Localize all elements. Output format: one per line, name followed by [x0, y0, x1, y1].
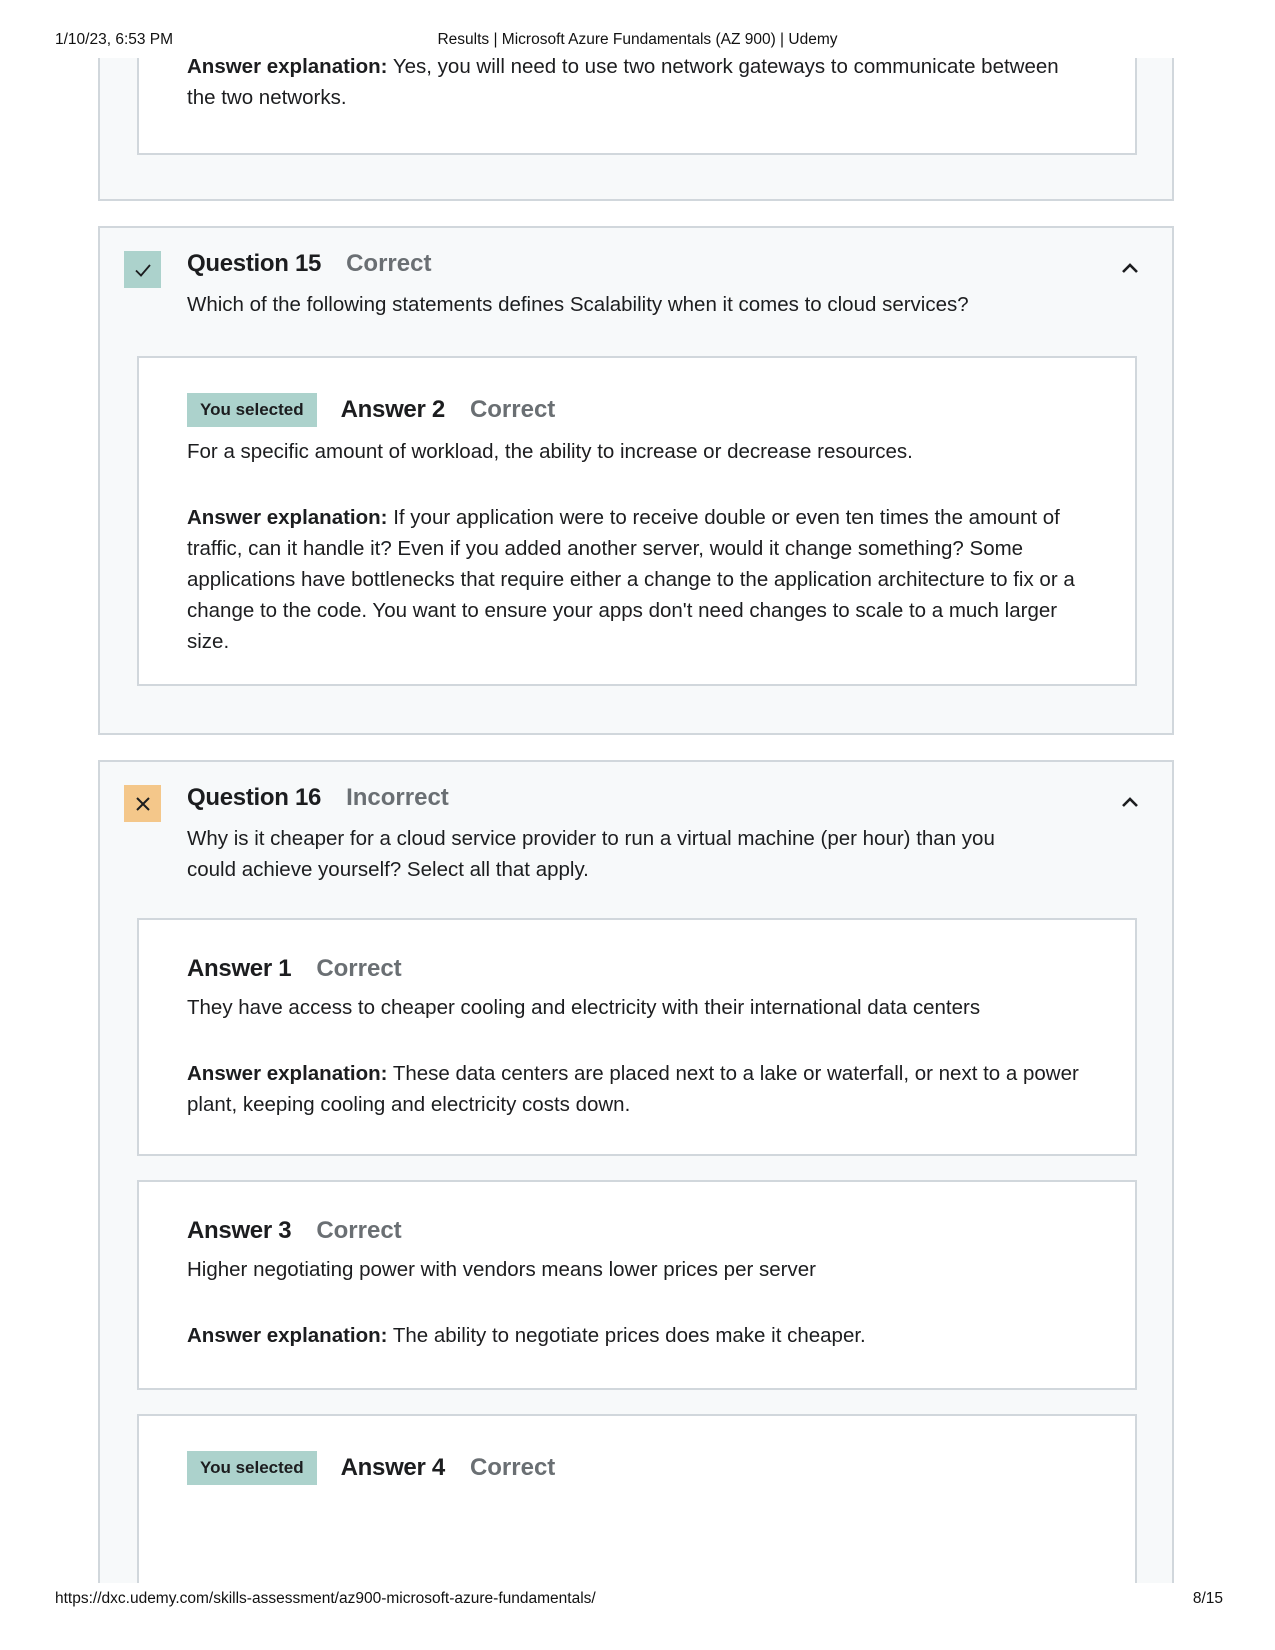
answer-header: [187, 955, 402, 983]
close-icon: [124, 785, 161, 822]
answer-explanation: [187, 1058, 1092, 1120]
print-page-number: 8/15: [1192, 1590, 1223, 1607]
answer-card: [137, 1180, 1137, 1390]
answer-explanation: [187, 502, 1092, 657]
check-icon: [124, 251, 161, 288]
answer-status: Correct: [469, 1454, 556, 1481]
answer-explanation-text: Yes, you will need to use two network gateways to communicate between the two networks.: [187, 58, 1059, 109]
answer-status: Correct: [469, 396, 556, 423]
print-footer: [0, 1590, 1275, 1610]
question-card-previous: [98, 58, 1174, 201]
chevron-up-icon[interactable]: [1118, 257, 1142, 281]
question-header: [187, 250, 431, 278]
answer-card: [137, 356, 1137, 686]
answer-header: [187, 393, 555, 427]
answer-header: [187, 1217, 402, 1245]
question-title: Question 16: [187, 784, 322, 811]
answer-explanation-text: These data centers are placed next to a lake or waterfall, or next to a power plant, keeping cooling and electricity costs down.: [187, 1062, 1079, 1116]
answer-status: Correct: [316, 955, 402, 982]
answer-text: For a specific amount of workload, the ability to increase or decrease resources.: [187, 440, 913, 463]
answer-status: Correct: [316, 1217, 402, 1244]
print-page-title: Results | Microsoft Azure Fundamentals (AZ 900) | Udemy: [437, 31, 838, 48]
answer-explanation-label: Answer explanation:: [187, 1324, 388, 1347]
answer-explanation-label: Answer explanation:: [187, 58, 388, 78]
answer-title: Answer 2: [340, 396, 445, 423]
answer-explanation-label: Answer explanation:: [187, 1062, 388, 1085]
print-url: https://dxc.udemy.com/skills-assessment/az900-microsoft-azure-fundamentals/: [55, 1590, 596, 1607]
you-selected-badge: You selected: [187, 1451, 317, 1485]
answer-text: Higher negotiating power with vendors means lower prices per server: [187, 1258, 816, 1281]
answer-card: [137, 918, 1137, 1156]
answer-card-previous: [137, 58, 1137, 155]
answer-header: [187, 1451, 555, 1485]
question-status: Incorrect: [346, 784, 449, 811]
print-datetime: 1/10/23, 6:53 PM: [55, 31, 174, 48]
answer-card: [137, 1414, 1137, 1583]
answer-explanation-text: The ability to negotiate prices does make it cheaper.: [392, 1324, 866, 1347]
question-text: Why is it cheaper for a cloud service provider to run a virtual machine (per hour) than you could achieve yourself? Select all that apply.: [187, 827, 995, 881]
answer-title: Answer 4: [340, 1454, 445, 1481]
question-card-15: [98, 226, 1174, 735]
answer-title: Answer 3: [187, 1217, 292, 1244]
answer-text: They have access to cheaper cooling and electricity with their international data centers: [187, 996, 981, 1019]
answer-explanation: [187, 58, 1092, 113]
question-card-16: [98, 760, 1174, 1583]
question-title: Question 15: [187, 250, 322, 277]
results-viewport[interactable]: [0, 58, 1275, 1583]
answer-title: Answer 1: [187, 955, 292, 982]
answer-explanation-text: If your application were to receive double or even ten times the amount of traffic, can it handle it? Even if you added another server, would it change something? Some applications have bottlenecks that require either a change to the application architecture to fix or a change to the code. You want to ensure your apps don't need changes to scale to a much larger size.: [187, 506, 1075, 653]
question-text: Which of the following statements defines Scalability when it comes to cloud services?: [187, 293, 969, 316]
question-header: [187, 784, 449, 812]
answer-explanation: [187, 1320, 1092, 1351]
you-selected-badge: You selected: [187, 393, 317, 427]
answer-explanation-label: Answer explanation:: [187, 506, 388, 529]
question-status: Correct: [346, 250, 432, 277]
print-header: [0, 31, 1275, 51]
chevron-up-icon[interactable]: [1118, 791, 1142, 815]
